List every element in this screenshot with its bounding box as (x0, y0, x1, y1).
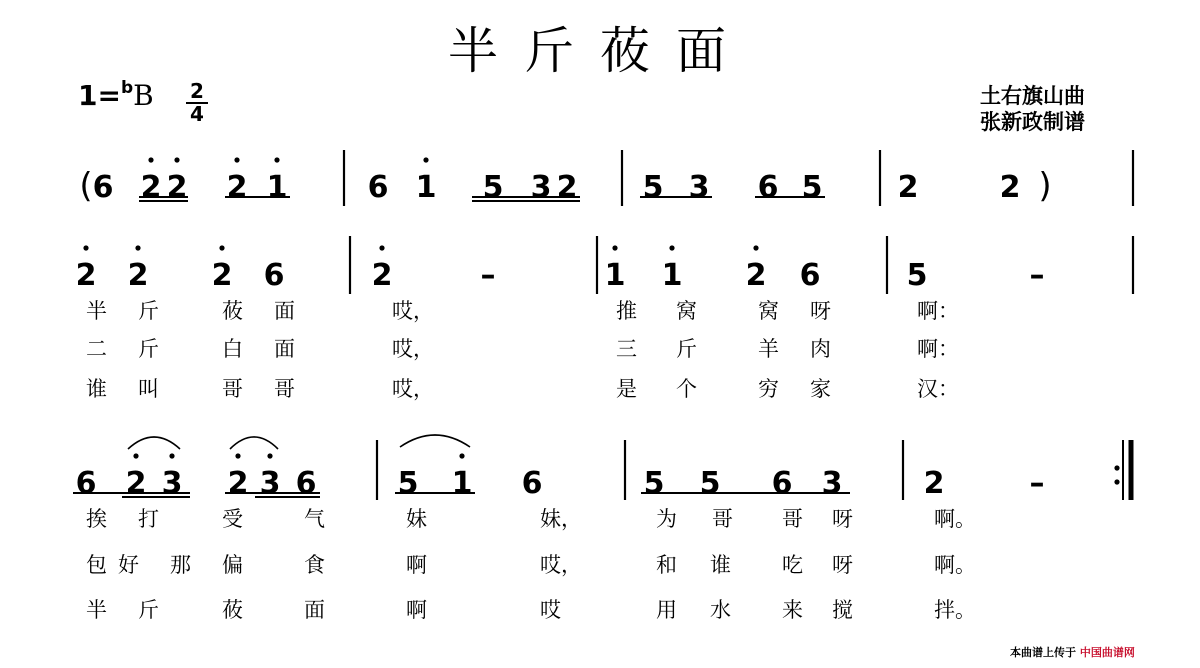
lyric-syllable: 啊： (917, 337, 959, 361)
note: 6 (92, 170, 114, 205)
lyric-syllable: 受 (222, 507, 243, 531)
note: 1 (451, 466, 473, 501)
lyric-syllable: 吃 (782, 553, 803, 577)
slur (128, 437, 180, 449)
high-octave-dot (133, 453, 138, 458)
note: 1 (661, 258, 683, 293)
lyric-syllable: 窝 (676, 299, 697, 323)
high-octave-dot (169, 453, 174, 458)
lyric-syllable: 肉 (810, 337, 831, 361)
lyric-syllable: 水 (710, 598, 731, 622)
high-octave-dot (274, 157, 279, 162)
note: 5 (801, 170, 823, 205)
lyric-syllable: 哥 (274, 377, 295, 401)
lyric-syllable: 哥 (222, 377, 243, 401)
high-octave-dot (379, 245, 384, 250)
lyric-syllable: 好 (118, 553, 139, 577)
lyric-syllable: 食 (304, 553, 325, 577)
lyric-syllable: 用 (656, 598, 677, 622)
composer-credit: 土右旗山曲 (980, 84, 1085, 108)
dash-sustain: – (480, 258, 496, 293)
note: 6 (771, 466, 793, 501)
lyric-syllable: 呀 (832, 553, 853, 577)
lyric-syllable: 穷 (758, 377, 779, 401)
note: 6 (799, 258, 821, 293)
lyric-syllable: 谁 (86, 377, 107, 401)
note: 3 (161, 466, 183, 501)
meter-top: 2 (190, 79, 204, 103)
lyric-syllable: 半 (86, 598, 107, 622)
high-octave-dot (135, 245, 140, 250)
note: 2 (226, 170, 248, 205)
note: 5 (482, 170, 504, 205)
high-octave-dot (174, 157, 179, 162)
note: 5 (642, 170, 664, 205)
note: 2 (166, 170, 188, 205)
note: 5 (643, 466, 665, 501)
note: 2 (923, 466, 945, 501)
lyric-syllable: 斤 (138, 299, 159, 323)
lyric-syllable: 二 (86, 337, 107, 361)
lyric-syllable: 哎， (392, 299, 434, 323)
lyric-syllable: 哥 (712, 507, 733, 531)
flat-sign: b (120, 78, 134, 98)
note: 6 (757, 170, 779, 205)
dash-sustain: – (1029, 258, 1045, 293)
lyric-syllable: 妹， (540, 507, 582, 531)
note: 2 (745, 258, 767, 293)
footer-credit (1010, 644, 1135, 660)
lyric-syllable: 哎， (540, 553, 582, 577)
lyric-syllable: 是 (616, 377, 637, 401)
note: 2 (75, 258, 97, 293)
note: 6 (295, 466, 317, 501)
lyric-syllable: 啊 (406, 598, 427, 622)
lyric-syllable: 斤 (138, 598, 159, 622)
note: 6 (75, 466, 97, 501)
high-octave-dot (83, 245, 88, 250)
lyric-syllable: 哎， (392, 377, 434, 401)
note: 2 (211, 258, 233, 293)
note: 3 (821, 466, 843, 501)
slur (400, 435, 470, 447)
lyric-syllable: 斤 (676, 337, 697, 361)
note: 5 (397, 466, 419, 501)
lyric-syllable: 偏 (222, 553, 243, 577)
lyric-syllable: 白 (222, 337, 243, 361)
lyric-syllable: 面 (274, 337, 295, 361)
repeat-paren: ) (1038, 166, 1052, 206)
lyric-syllable: 打 (138, 507, 159, 531)
lyric-syllable: 包 (86, 553, 107, 577)
lyric-syllable: 莜 (222, 299, 243, 323)
lyric-syllable: 家 (810, 377, 831, 401)
high-octave-dot (423, 157, 428, 162)
high-octave-dot (267, 453, 272, 458)
lyric-syllable: 气 (304, 507, 325, 531)
note: 5 (699, 466, 721, 501)
lyric-syllable: 呀 (810, 299, 831, 323)
note: 3 (530, 170, 552, 205)
high-octave-dot (753, 245, 758, 250)
note: 6 (367, 170, 389, 205)
lyric-syllable: 谁 (710, 553, 731, 577)
lyric-syllable: 窝 (758, 299, 779, 323)
lyric-syllable: 呀 (832, 507, 853, 531)
note: 2 (125, 466, 147, 501)
lyric-syllable: 汉： (917, 377, 959, 401)
high-octave-dot (219, 245, 224, 250)
note: 2 (140, 170, 162, 205)
high-octave-dot (669, 245, 674, 250)
lyric-syllable: 面 (274, 299, 295, 323)
note: 2 (556, 170, 578, 205)
lyric-syllable: 羊 (758, 337, 779, 361)
note: 1 (604, 258, 626, 293)
lyric-syllable: 哥 (782, 507, 803, 531)
repeat-paren: ( (79, 166, 93, 206)
meter-bottom: 4 (190, 102, 204, 126)
lyric-syllable: 啊： (917, 299, 959, 323)
key-prefix: 1= (78, 79, 121, 112)
footer-text: 本曲谱上传于 (1010, 646, 1076, 659)
note: 2 (999, 170, 1021, 205)
key-note: B (133, 79, 154, 112)
high-octave-dot (1114, 479, 1119, 484)
lyric-syllable: 哎 (540, 598, 561, 622)
lyric-syllable: 来 (782, 598, 803, 622)
note: 3 (259, 466, 281, 501)
high-octave-dot (234, 157, 239, 162)
high-octave-dot (148, 157, 153, 162)
lyric-syllable: 叫 (138, 377, 159, 401)
lyric-syllable: 妹 (406, 507, 427, 531)
lyric-syllable: 那 (170, 553, 191, 577)
lyric-syllable: 半 (86, 299, 107, 323)
lyric-syllable: 推 (616, 299, 637, 323)
high-octave-dot (235, 453, 240, 458)
high-octave-dot (612, 245, 617, 250)
note: 2 (127, 258, 149, 293)
lyric-syllable: 哎， (392, 337, 434, 361)
slur (230, 437, 278, 449)
lyric-syllable: 啊 (406, 553, 427, 577)
lyric-syllable: 三 (616, 337, 637, 361)
lyric-syllable: 啊。 (934, 507, 976, 531)
lyric-syllable: 斤 (138, 337, 159, 361)
note: 1 (266, 170, 288, 205)
note: 1 (415, 170, 437, 205)
dash-sustain: – (1029, 466, 1045, 501)
note: 2 (897, 170, 919, 205)
note: 5 (906, 258, 928, 293)
lyric-syllable: 拌。 (934, 598, 976, 622)
lyric-syllable: 莜 (222, 598, 243, 622)
lyric-syllable: 为 (656, 507, 677, 531)
lyric-syllable: 面 (304, 598, 325, 622)
note: 2 (227, 466, 249, 501)
high-octave-dot (459, 453, 464, 458)
transcriber-credit: 张新政制谱 (980, 110, 1085, 134)
lyric-syllable: 挨 (86, 507, 107, 531)
lyric-syllable: 搅 (832, 598, 853, 622)
page-title: 半斤莜面 (448, 22, 752, 80)
note: 3 (688, 170, 710, 205)
lyric-syllable: 个 (676, 377, 697, 401)
site-logo: 中国曲谱网 (1079, 646, 1135, 659)
note: 6 (521, 466, 543, 501)
high-octave-dot (1114, 465, 1119, 470)
note: 6 (263, 258, 285, 293)
note: 2 (371, 258, 393, 293)
lyric-syllable: 啊。 (934, 553, 976, 577)
lyric-syllable: 和 (656, 553, 677, 577)
